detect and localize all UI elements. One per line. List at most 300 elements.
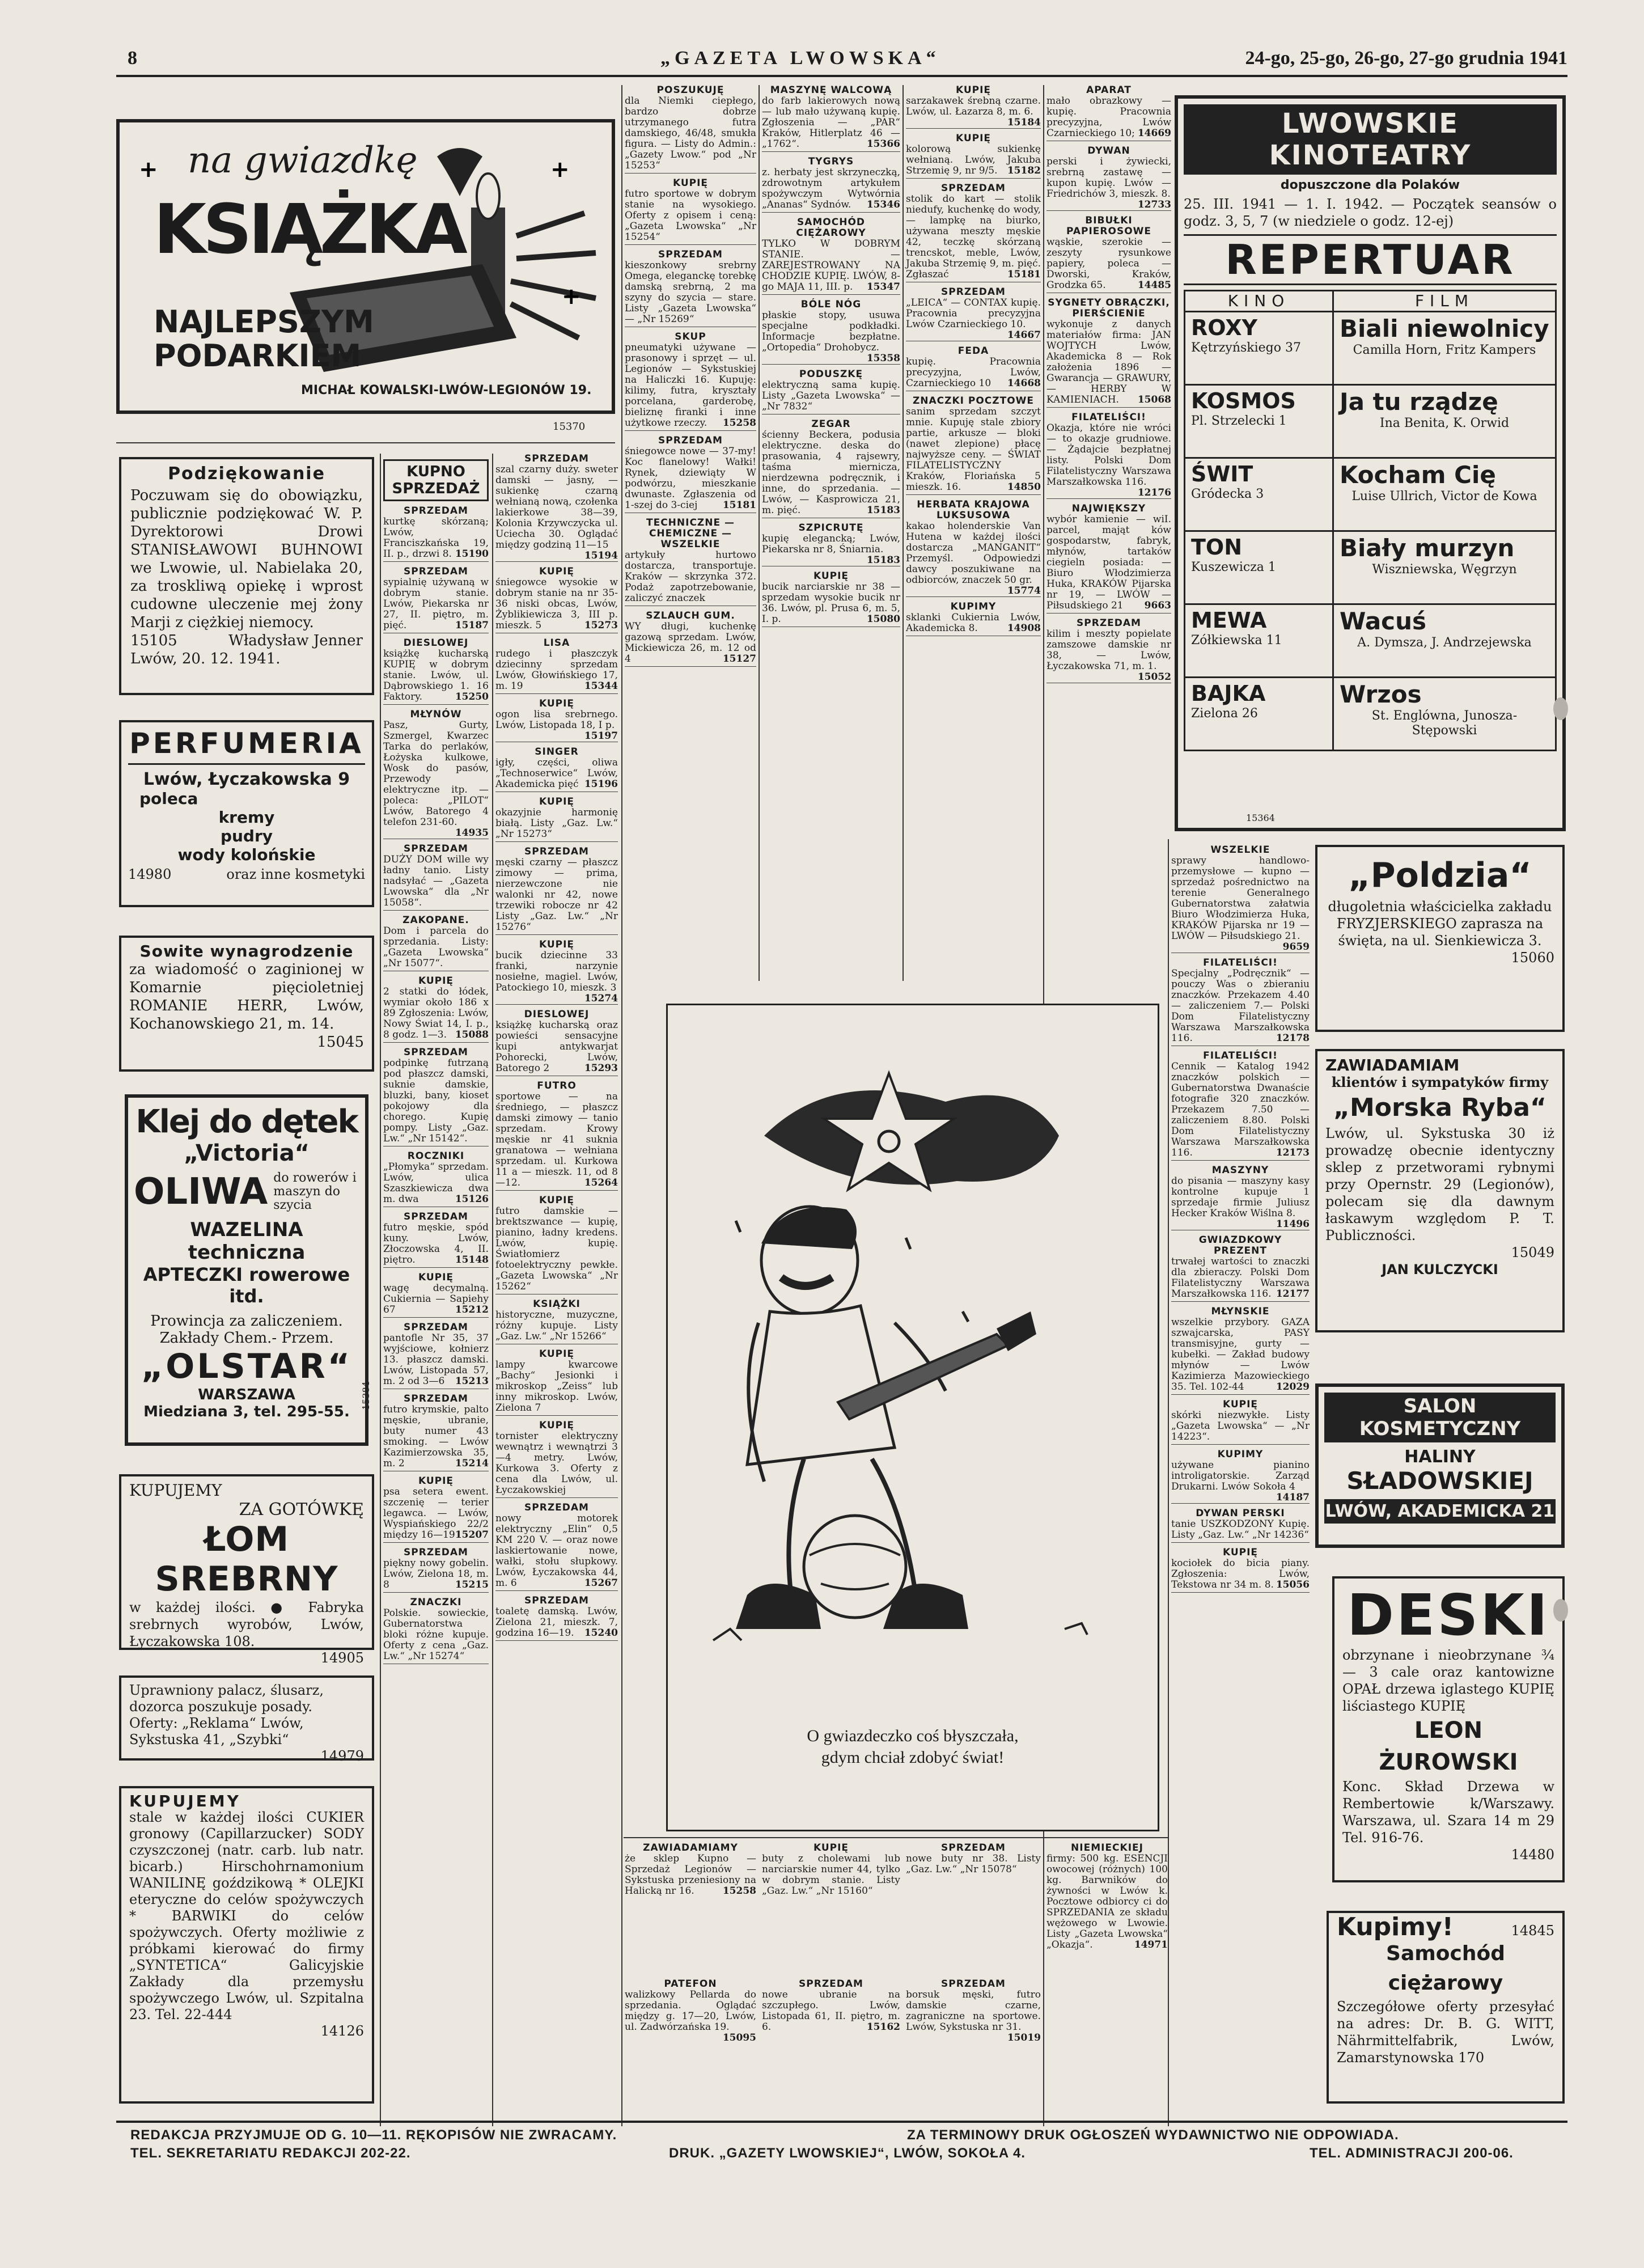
classified-head: KUPIĘ bbox=[813, 570, 849, 582]
classified-ad bbox=[383, 1476, 489, 1543]
classified-ad bbox=[762, 1843, 900, 1973]
ksiazka-title: KSIĄŻKA bbox=[154, 191, 464, 269]
classified-number: 15366 bbox=[866, 138, 900, 150]
column-rule bbox=[492, 454, 493, 2126]
podziekowanie-number: 15105 bbox=[130, 632, 177, 649]
kino-row bbox=[1185, 458, 1556, 531]
classified-head: HERBATA KRAJOWA LUKSUSOWA bbox=[917, 499, 1030, 521]
klej-oliwa: OLIWA bbox=[134, 1171, 268, 1213]
classified-head: ROCZNIKI bbox=[407, 1150, 465, 1162]
classified-body: ścienny Beckera, podusia elektryczne. deska do prasowania, 4 rajsewry, taśma miernicza, nierdzewna podręcznik, i inne, do sprzedania. — Lwów, — Kasprowicza 21, m. pięć. bbox=[762, 429, 900, 516]
sowite-ad bbox=[119, 936, 374, 1072]
classified-body: Polskie. sowieckie, Gubernatorstwa bloki różne kupuje. Oferty z cena „Gaz. Lw.“ „Nr 15274“ bbox=[383, 1607, 489, 1662]
classified-ad bbox=[383, 506, 489, 562]
kino-row bbox=[1185, 531, 1556, 604]
classified-number: 15344 bbox=[584, 680, 618, 692]
classified-head: SKUP bbox=[675, 331, 706, 342]
classified-number: 15212 bbox=[455, 1304, 489, 1315]
classified-head: LISA bbox=[543, 637, 570, 649]
classified-head: NIEMIECKIEJ bbox=[1071, 1842, 1143, 1854]
footer-center-2: DRUK. „GAZETY LWOWSKIEJ“, LWÓW, SOKOŁA 4. bbox=[669, 2146, 1026, 2161]
classified-ad bbox=[383, 915, 489, 971]
classified-body: kupię elegancką; Lwów, Piekarska nr 8, Śniarnia. bbox=[762, 533, 900, 555]
classified-body: nowy motorek elektryczny „Elin“ 0,5 KM 220 V. — oraz nowe laskiertowanie nowe, wałki, stołu słupkowy. Lwów, Łyczakowska 44, m. 6 bbox=[495, 1513, 618, 1589]
classified-body: futro damskie — brektszwance — kupię, pianino, ładny kredens. Lwów, kupię. Światłomierz fotoelektryczny pewkłe. „Gazeta Lwowska“ „Nr 15262“ bbox=[495, 1205, 618, 1292]
classified-head: APARAT bbox=[1086, 84, 1132, 96]
classified-ad bbox=[906, 1843, 1041, 1973]
klej-wazelina: WAZELINA techniczna bbox=[188, 1218, 306, 1264]
klej-oliwa-desc: do rowerów i maszyn do szycia bbox=[273, 1171, 357, 1212]
classified-number: 9659 bbox=[1282, 941, 1310, 953]
kupujemy-head: KUPUJEMY bbox=[129, 1792, 241, 1810]
classified-head: KUPIĘ bbox=[539, 939, 575, 950]
header-rule bbox=[116, 75, 1567, 77]
classified-number: 14187 bbox=[1276, 1492, 1310, 1503]
classified-body: kolorową sukienkę wełnianą. Lwów, Jakuba Strzemię 9, nr 9/5. bbox=[906, 143, 1041, 176]
classified-head: KUPIĘ bbox=[539, 1195, 575, 1206]
classified-head: FILATELIŚCI! bbox=[1203, 957, 1278, 968]
classified-number: 15126 bbox=[455, 1194, 489, 1205]
classified-number: 12733 bbox=[1137, 199, 1171, 210]
classified-body: Okazja, które nie wróci — to okazje grudniowe. — Żądajcie bezpłatnej listy. Polski Dom Filatelistyczny Warszawa Marszałkowska 116. bbox=[1046, 422, 1171, 488]
classified-ad bbox=[383, 566, 489, 633]
kino-address: Pl. Strzelecki 1 bbox=[1191, 414, 1287, 428]
morska-body: Lwów, ul. Sykstuska 30 iż prowadzę obecnie identyczny sklep z przetworami rybnymi przy Opernstr. 29 (Legionów), polecam się dla dawnym łaskawym względom P. T. Publiczności. bbox=[1325, 1125, 1554, 1243]
classified-number: 15213 bbox=[455, 1376, 489, 1387]
classified-head: SPRZEDAM bbox=[404, 1211, 468, 1222]
klej-line-2: „Victoria“ bbox=[184, 1140, 310, 1166]
classified-head: PODUSZKĘ bbox=[799, 369, 863, 380]
column-6 bbox=[906, 85, 1041, 981]
column-rule bbox=[380, 454, 381, 2126]
classified-ad bbox=[383, 1212, 489, 1268]
classified-body: kurtkę skórzaną; Lwów, Franciszkańska 19, II. p., drzwi 8. bbox=[383, 516, 489, 560]
classified-body: igły, części, oliwa „Technoserwice“ Lwów, Akademicka pięć bbox=[495, 757, 618, 790]
column-rule bbox=[902, 85, 904, 981]
classified-body: Pasz, Gurty, Szmergel, Kwarzec Tarka do perlaków, Łożyska kulkowe, Wosk do pasów, Przewody elektryczne itp. — poleca: „PILOT“ Lwów, Batorego 4 telefon 231-60. bbox=[383, 720, 489, 828]
classified-head: ZNACZKI bbox=[410, 1597, 462, 1608]
klej-prowincja: Prowincja za zaliczeniem. bbox=[150, 1313, 343, 1330]
classified-ad bbox=[1171, 1165, 1310, 1230]
classified-number: 15184 bbox=[1007, 117, 1041, 128]
perfumeria-poleca: poleca bbox=[139, 789, 198, 808]
classified-ad bbox=[762, 523, 900, 566]
classified-number: 15162 bbox=[866, 2021, 900, 2033]
classified-number: 14935 bbox=[455, 827, 489, 839]
classified-number: 15214 bbox=[455, 1458, 489, 1469]
classified-number: 12176 bbox=[1137, 487, 1171, 498]
poldzia-ad bbox=[1315, 845, 1565, 1032]
classified-ad bbox=[906, 396, 1041, 495]
kino-film: Biały murzyn bbox=[1340, 534, 1515, 562]
classified-ad bbox=[1046, 298, 1171, 408]
classified-head: SZPICRUTĘ bbox=[798, 522, 864, 534]
classified-ad bbox=[383, 1322, 489, 1389]
classified-head: KUPIĘ bbox=[539, 698, 575, 709]
classified-ad bbox=[495, 454, 618, 562]
classified-body: futro sportowe w dobrym stanie na wysokiego. Oferty z opisem i ceną: „Gazeta Lwowska“ „Nr 15254“ bbox=[625, 188, 756, 243]
classified-head: SYGNETY OBRĄCZKI, PIERŚCIENIE bbox=[1048, 297, 1170, 319]
kino-address: Zółkiewska 11 bbox=[1191, 633, 1282, 648]
classified-number: 12029 bbox=[1276, 1381, 1310, 1393]
classified-number: 14971 bbox=[1134, 1939, 1168, 1950]
classified-head: KSIĄŻKI bbox=[533, 1298, 581, 1310]
classified-body: kieszonkowy srebrny Omega, eleganckę torebkę damską srebrną, 2 ma szyny do szycia — stare. Listy „Gazeta Lwowska“ — „Nr 15269“ bbox=[625, 260, 756, 325]
kino-row bbox=[1185, 678, 1556, 751]
classified-body: futro męskie, spód kuny. Lwów, Złoczowska 4, II. piętro. bbox=[383, 1222, 489, 1266]
classified-ad bbox=[1171, 1235, 1310, 1302]
classified-head: SPRZEDAM bbox=[524, 1595, 589, 1606]
classified-ad bbox=[625, 332, 756, 431]
classified-ad bbox=[1171, 1306, 1310, 1395]
classified-ad bbox=[1046, 1843, 1168, 1973]
classified-body: „Płomyka“ sprzedam. Lwów, ulica Szaszkiewicza dwa m. dwa bbox=[383, 1161, 489, 1205]
classified-head: SPRZEDAM bbox=[1077, 617, 1141, 629]
lom-body: w każdej ilości. ● Fabryka srebrnych wyrobów, Lwów, Łyczakowska 108. bbox=[129, 1600, 364, 1649]
kino-address: Gródecka 3 bbox=[1191, 487, 1264, 501]
footer-left-2: TEL. SEKRETARIATU REDAKCJI 202-22. bbox=[130, 2146, 411, 2161]
classified-number: 15127 bbox=[722, 653, 756, 665]
classified-head: MASZYNY bbox=[1211, 1165, 1269, 1176]
classified-head: KUPIĘ bbox=[955, 133, 992, 144]
classified-body: sklanki Cukiernia Lwów, Akademicka 8. bbox=[906, 612, 1041, 634]
classified-body: rudego i płaszczyk dziecinny sprzedam Lwów, Głowińskiego 17, m. 19 bbox=[495, 648, 618, 692]
classified-head: SAMOCHÓD CIĘŻAROWY bbox=[796, 217, 866, 239]
classified-ad bbox=[762, 419, 900, 518]
classified-head: KUPIĘ bbox=[813, 1842, 849, 1854]
classified-head: GWIAZDKOWY PREZENT bbox=[1198, 1234, 1282, 1256]
classified-ad bbox=[906, 287, 1041, 341]
classified-body: pantofle Nr 35, 37 wyjściowe, kołnierz 13. płaszcz damski. Lwów, Listopada 57, m. 2 od 3—6 bbox=[383, 1332, 489, 1387]
classified-body: książkę kucharską KUPIĘ w dobrym stanie. Lwów, ul. Dąbrowskiego 1. 16 Faktory. bbox=[383, 648, 489, 703]
kino-name: MEWA bbox=[1191, 608, 1267, 633]
kino-row bbox=[1185, 604, 1556, 678]
classified-head: SPRZEDAM bbox=[404, 566, 468, 577]
classified-head: MASZYNĘ WALCOWĄ bbox=[770, 84, 892, 96]
classified-ad bbox=[1171, 1449, 1310, 1504]
classified-number: 15347 bbox=[866, 281, 900, 293]
kino-cast: Wiszniewska, Węgrzyn bbox=[1372, 562, 1517, 577]
classified-number: 15056 bbox=[1276, 1579, 1310, 1590]
classified-number: 15358 bbox=[866, 353, 900, 364]
classified-number: 15196 bbox=[584, 778, 618, 790]
classified-body: futro krymskie, palto męskie, ubranie, buty numer 43 smoking. — Lwów Kazimierzowska 35, m. 2 bbox=[383, 1404, 489, 1469]
classified-head: FEDA bbox=[957, 345, 989, 357]
classified-ad bbox=[1171, 1547, 1310, 1593]
classified-number: 12177 bbox=[1276, 1288, 1310, 1300]
classified-ad bbox=[383, 1547, 489, 1593]
deski-number: 14480 bbox=[1511, 1847, 1554, 1863]
classified-head: BÓLE NÓG bbox=[800, 299, 862, 310]
classified-number: 15207 bbox=[455, 1529, 489, 1541]
classified-ad bbox=[762, 571, 900, 627]
classified-body: śniegowce wysokie w dobrym stanie na nr 35-36 niski obcas, Lwów, Żyblikiewicza 3, III p. mieszk. 5 bbox=[495, 577, 618, 631]
kupujemy-body: stale w każdej ilości CUKIER gronowy (Capillarzucker) SODY czyszczonej (natr. carb. lub natr. bicarb.) Hirschohrnamonium WANILINĘ goździkową * OLEJKI eteryczne do celów spożywczych * BARWIKI do celów spożywczych. Oferty możliwie z próbkami kierować do firmy „SYNTETICA“ Galicyjskie Zakłady dla przemysłu spożywczego Lwów, ul. Szpitalna 23. Tel. 22-444 bbox=[129, 1809, 364, 2022]
klej-olstar-ad bbox=[125, 1094, 371, 1446]
uprawniony-number: 14979 bbox=[320, 1748, 364, 1764]
podziekowanie-date: Lwów, 20. 12. 1941. bbox=[130, 650, 281, 667]
poldzia-title: „Poldzia“ bbox=[1348, 856, 1532, 895]
classified-body: wąskie, szerokie — zeszyty rysunkowe papiery, poleca — Dworski, Kraków, Grodzka 65. bbox=[1046, 236, 1171, 291]
perfumeria-number: 14980 bbox=[128, 866, 172, 882]
kino-cast: Ina Benita, K. Orwid bbox=[1379, 416, 1510, 430]
classified-ad bbox=[383, 976, 489, 1043]
classified-body: kilim i meszty popielate zamszowe damskie nr 38, — Lwów, Łyczakowska 71, m. 1. bbox=[1046, 628, 1171, 672]
classified-body: do farb lakierowych nową — lub mało używaną kupię. Zgłoszenia — „PAR“ Kraków, Hitlerplatz 46 — „1762“. bbox=[762, 95, 900, 150]
classified-body: dla Niemki ciepłego, bardzo dobrze utrzymanego futra damskiego, 46/48, smukła figura. — Listy do Admin.: „Gazety Lwow.“ pod „Nr 15253“ bbox=[625, 95, 756, 171]
classified-body: piękny nowy gobelin. Lwów, Zielona 18, m. 8 bbox=[383, 1558, 489, 1590]
classified-ad bbox=[495, 1081, 618, 1191]
classified-body: z. herbaty jest skrzyneczką, zdrowotnym artykułem spożywczym Wytwórnia „Ananas“ Sydnów. bbox=[762, 167, 900, 210]
classified-body: walizkowy Pellarda do sprzedania. Oglądać między g. 17—20, Lwów, ul. Zadwórzańska 19. bbox=[625, 1989, 756, 2033]
classified-head: SPRZEDAM bbox=[404, 1322, 468, 1333]
svg-text:+: + bbox=[139, 156, 158, 183]
poldzia-number: 15060 bbox=[1511, 950, 1554, 966]
classified-head: KUPIMY bbox=[1217, 1449, 1264, 1460]
kino-film: Biali niewolnicy bbox=[1340, 315, 1549, 342]
classified-number: 15258 bbox=[722, 417, 756, 429]
classified-ad bbox=[495, 1349, 618, 1416]
kupimy-number: 14845 bbox=[1511, 1923, 1554, 1939]
kupujemy-cukier-ad bbox=[119, 1786, 374, 2104]
classified-body: używane pianino introligatorskie. Zarząd Drukarni. Lwów Sokoła 4 bbox=[1171, 1459, 1310, 1492]
kino-name: TON bbox=[1191, 535, 1243, 560]
classified-head: ZAWIADAMIAMY bbox=[643, 1842, 738, 1854]
classified-body: kakao holenderskie Van Hutena w każdej ilości dostarcza „MANGANIT“ Przemyśl. Odpowiedzi dawcy poszukiwane na odbiorców, znaczek 50 gr. bbox=[906, 521, 1041, 586]
classified-body: ogon lisa srebrnego. Lwów, Listopada 18, I p. bbox=[495, 709, 618, 731]
classified-head: TECHNICZNE — CHEMICZNE — WSZELKIE bbox=[646, 517, 735, 550]
classified-ad bbox=[383, 1597, 489, 1664]
classified-body: wykonuje z danych materiałów firma: JAN WOJTYCH Lwów, Akademicka 8 — Rok założenia 1896 — Gwarancja — GRAWURY, — HERBY W KAMIENIACH. bbox=[1046, 319, 1171, 405]
classified-body: trwałej wartości to znaczki dla zbieraczy. Polski Dom Filatelistyczny Warszawa Marszałkowska 116. bbox=[1171, 1256, 1310, 1300]
classified-ad bbox=[762, 217, 900, 295]
classified-ad bbox=[762, 299, 900, 365]
kino-cast: Luise Ullrich, Victor de Kowa bbox=[1351, 489, 1537, 503]
classified-ad bbox=[495, 940, 618, 1005]
perfumeria-address: Lwów, Łyczakowska 9 bbox=[143, 769, 350, 789]
cartoon-caption-1: O gwiazdeczko coś błyszczała, bbox=[807, 1727, 1019, 1745]
kinoteatry-ad bbox=[1175, 95, 1566, 831]
classified-number: 15258 bbox=[722, 1885, 756, 1897]
classified-body: WY długi, kuchenkę gazową sprzedam. Lwów, Mickiewicza 26, m. 12 od 4 bbox=[625, 621, 756, 665]
classified-ad bbox=[495, 638, 618, 694]
perfumeria-title: PERFUMERIA bbox=[128, 727, 365, 765]
stalin-cartoon-illustration bbox=[668, 1005, 1158, 1686]
classified-ad bbox=[383, 1047, 489, 1146]
classified-body: stolik do kart — stolik niedufy, kuchenkę do wody, — lampkę na biurko, używana meszty męskie 42, teczkę skórzaną trencskot, meble, Lwów, Jakuba Strzemię 9, m. pięć. Zgłaszać bbox=[906, 193, 1041, 280]
classified-number: 15194 bbox=[584, 550, 618, 561]
classified-head: BIBUŁKI PAPIEROSOWE bbox=[1066, 215, 1152, 237]
kupimy-sub: Samochód ciężarowy bbox=[1386, 1942, 1505, 1995]
classified-body: firmy: 500 kg. ESENCJI owocowej (różnych) 100 kg. Barwników do żywności w Lwów k. Pocztowe odbiorcy ci do SPRZEDANIA ze składu wężowego w Lwowie. Listy „Gazeta Lwowska“ „Okazja“. bbox=[1046, 1853, 1168, 1950]
page-header bbox=[116, 46, 1567, 73]
classified-ad bbox=[1046, 85, 1171, 141]
ksiazka-script: na gwiazdkę bbox=[188, 139, 418, 181]
kupimy-samochod-ad bbox=[1327, 1911, 1565, 2104]
classified-head: SPRZEDAM bbox=[941, 183, 1006, 194]
classified-body: sportowe — na średniego, — płaszcz damski zimowy — tanio sprzedam. Krowy męskie nr 41 suknia granatowa — wełniana sprzedam. ul. Kurkowa 11 a — mieszk. 11, od 8—12. bbox=[495, 1091, 618, 1188]
classified-head: PATEFON bbox=[664, 1978, 717, 1990]
classified-ad bbox=[906, 183, 1041, 282]
deski-body: obrzynane i nieobrzynane ¾ — 3 cale oraz kantowizne OPAŁ drzewa iglastego KUPIĘ liściastego KUPIĘ bbox=[1342, 1647, 1554, 1714]
classified-number: 15240 bbox=[584, 1627, 618, 1639]
klej-olstar: „OLSTAR“ bbox=[141, 1347, 353, 1386]
classified-head: SPRZEDAM bbox=[524, 846, 589, 857]
column-8 bbox=[1171, 845, 1310, 2115]
classified-body: książkę kucharską oraz powieści sensacyjne kupi antykwarjat Pohorecki, Lwów, Batorego 2 bbox=[495, 1019, 618, 1074]
classified-head: SPRZEDAM bbox=[404, 1547, 468, 1558]
classified-ad bbox=[906, 500, 1041, 597]
classified-number: 15095 bbox=[722, 2032, 756, 2043]
column-7 bbox=[1046, 85, 1171, 839]
binder-hole bbox=[1553, 697, 1568, 720]
ksiazka-slogan-1: NAJLEPSZYM bbox=[154, 304, 374, 340]
sowite-body: za wiadomość o zaginionej w Komarnie pięcioletniej ROMANIE HERR, Lwów, Kochanowskiego 21, m. 14. bbox=[129, 961, 364, 1033]
kino-name: ŚWIT bbox=[1191, 462, 1253, 486]
kino-repertuar: REPERTUAR bbox=[1184, 234, 1557, 285]
classified-number: 15068 bbox=[1137, 394, 1171, 405]
morska-number: 15049 bbox=[1511, 1245, 1554, 1260]
classified-number: 15274 bbox=[584, 993, 618, 1004]
kino-sub: dopuszczone dla Polaków bbox=[1280, 178, 1460, 192]
classified-body: tanie USZKODZONY Kupię. Listy „Gaz. Lw.“ „Nr 14236“ bbox=[1171, 1518, 1310, 1541]
morska-line-2: klientów i sympatyków firmy bbox=[1331, 1074, 1549, 1090]
classified-ad bbox=[625, 85, 756, 174]
classified-body: śniegowce nowe — 37-my! Koc flanelowy! Wałki! Rynek, dziewiąty W podwórzu, mieszkanie dwunaste. Zgłaszenia od 1-szej do 3-ciej bbox=[625, 446, 756, 511]
classified-body: że sklep Kupno — Sprzedaż Legionów — Sykstuska przeniesiony na Halicką nr 16. bbox=[625, 1853, 756, 1897]
classified-body: DUŻY DOM wille wy ładny tanio. Listy nadsyłać — „Gazeta Lwowska“ dla „Nr 15058“. bbox=[383, 854, 489, 908]
classified-head: FILATELIŚCI! bbox=[1071, 412, 1146, 423]
perfumeria-item-3: wody kolońskie bbox=[177, 845, 316, 864]
classified-ad bbox=[625, 1843, 756, 1973]
classified-ad bbox=[1046, 215, 1171, 293]
classified-head: SPRZEDAM bbox=[524, 1502, 589, 1513]
classified-head: SPRZEDAM bbox=[799, 1978, 863, 1990]
kupujemy-number: 14126 bbox=[320, 2023, 364, 2039]
column-5 bbox=[762, 85, 900, 981]
kino-address: Kuszewicza 1 bbox=[1191, 560, 1276, 574]
classified-head: KUPIĘ bbox=[1222, 1547, 1259, 1558]
classified-number: 15346 bbox=[866, 199, 900, 210]
salon-line-1: SALON KOSMETYCZNY bbox=[1324, 1393, 1556, 1442]
classified-body: mało obrazkowy — kupię. Pracownia precyzyjna, Lwów Czarnieckiego 10; bbox=[1046, 95, 1171, 139]
classified-ad bbox=[495, 1503, 618, 1591]
lom-line-2: ZA GOTÓWKĘ bbox=[239, 1500, 364, 1520]
classified-head: KUPIĘ bbox=[418, 1272, 454, 1283]
classified-number: 15273 bbox=[584, 620, 618, 631]
klej-apteczki: APTECZKI rowerowe itd. bbox=[143, 1264, 350, 1307]
classified-number: 14668 bbox=[1007, 378, 1041, 389]
classified-ad bbox=[906, 602, 1041, 636]
kino-name: ROXY bbox=[1191, 315, 1258, 340]
rule bbox=[624, 1837, 1168, 1838]
classified-body: psa setera ewent. szczenię — terier legawca. — Lwów, Wyspiańskiego 22/2 między 16—19 bbox=[383, 1486, 489, 1541]
perfumeria-item-1: kremy bbox=[218, 808, 275, 827]
classified-number: 15080 bbox=[866, 613, 900, 625]
classified-number: 14669 bbox=[1137, 128, 1171, 139]
classified-head: ZAKOPANE. bbox=[402, 915, 469, 926]
kino-name: KOSMOS bbox=[1191, 388, 1296, 413]
ksiazka-ad bbox=[116, 119, 615, 414]
classified-head: SZLAUCH GUM. bbox=[646, 610, 735, 621]
classified-ad bbox=[383, 709, 489, 839]
classified-head: WSZELKIE bbox=[1210, 844, 1270, 856]
classified-ad bbox=[1171, 1399, 1310, 1445]
classified-head: KUPIĘ bbox=[418, 1475, 454, 1487]
classified-body: perski i żywiecki, srebrną zastawę — kupon kupię. Lwów — Friedrichów 3, mieszk. 8. bbox=[1046, 156, 1171, 200]
classified-ad bbox=[1171, 1508, 1310, 1543]
kupno-sprzedaz-heading: KUPNO SPRZEDAŻ bbox=[383, 459, 489, 501]
classified-body: pneumatyki używane — prasonowy i sprzęt — ul. Legionów — Sykstuskiej na Haliczki 16. Kupuję: kilimy, futra, kryształy porcelana, garderobę, bieliznę firanki i inne użytkowe rzeczy. bbox=[625, 342, 756, 429]
classified-number: 15181 bbox=[722, 500, 756, 511]
classified-head: KUPIĘ bbox=[539, 796, 575, 807]
classified-number: 15250 bbox=[455, 691, 489, 703]
classified-head: FILATELIŚCI! bbox=[1203, 1050, 1278, 1061]
cartoon-panel bbox=[666, 1004, 1159, 1831]
svg-text:+: + bbox=[550, 156, 570, 183]
klej-address: Miedziana 3, tel. 295-55. bbox=[143, 1403, 350, 1420]
classified-ad bbox=[495, 847, 618, 935]
classified-head: SPRZEDAM bbox=[524, 453, 589, 464]
classified-body: borsuk męski, futro damskie czarne, zagraniczne na sportowe. Lwów, Sykstuska nr 31. bbox=[906, 1989, 1041, 2033]
classified-ad bbox=[495, 1195, 618, 1294]
classified-ad bbox=[495, 1420, 618, 1498]
classified-body: Dom i parcela do sprzedania. Listy: „Gazeta Lwowska“ „Nr 15077“. bbox=[383, 925, 489, 969]
classified-number: 15148 bbox=[455, 1254, 489, 1266]
salon-line-2: HALINY bbox=[1404, 1447, 1476, 1467]
salon-line-3: SŁADOWSKIEJ bbox=[1346, 1467, 1533, 1495]
kino-row bbox=[1185, 385, 1556, 458]
kino-address: Zielona 26 bbox=[1191, 706, 1258, 721]
podziekowanie-signature: Władysław Jenner bbox=[228, 632, 363, 649]
classified-ad bbox=[1046, 412, 1171, 499]
classified-body: bucik dziecinne 33 franki, narzynie nosiełne, magiel. Lwów, Patockiego 10, mieszk. 3 bbox=[495, 950, 618, 993]
classified-number: 15267 bbox=[584, 1577, 618, 1589]
podziekowanie-head: Podziękowanie bbox=[168, 464, 325, 484]
classified-body: szal czarny duży. sweter damski — jasny, — sukienkę czarną wełnianą nową, czołenka lakierkowe 38—39, Kolonia Krzywczycka ul. Uciecha 30. Oglądać między godziną 11—15 bbox=[495, 464, 618, 551]
ksiazka-number: 15370 bbox=[553, 421, 586, 433]
classified-body: męski czarny — płaszcz zimowy — prima, nierzewczone nie walonki nr 42, nowe trzewiki robocze nr 42 Listy „Gaz. Lw.“ „Nr 15276“ bbox=[495, 857, 618, 933]
classified-number: 15183 bbox=[866, 505, 900, 516]
classified-head: SPRZEDAM bbox=[658, 249, 723, 260]
classified-body: wybór kamienie — wiI. parcel, mająt ków gospodarstw, fabryk, młynów, tartaków ciegieln posiada: — Biuro Włodzimierza Huka, KRAKÓW Pijarska nr 19, — LWÓW — Piłsudskiego 21 bbox=[1046, 514, 1171, 611]
classified-head: KUPIĘ bbox=[418, 975, 454, 987]
classified-number: 15052 bbox=[1137, 671, 1171, 683]
classified-head: KUPIĘ bbox=[539, 566, 575, 577]
lom-line-1: KUPUJEMY bbox=[129, 1481, 222, 1500]
classified-number: 11496 bbox=[1276, 1218, 1310, 1230]
classified-head: KUPIĘ bbox=[672, 177, 709, 189]
classified-ad bbox=[495, 566, 618, 633]
footer-right-1: ZA TERMINOWY DRUK OGŁOSZEŃ WYDAWNICTWO NIE ODPOWIADA. bbox=[907, 2127, 1399, 2143]
classified-ad bbox=[762, 1979, 900, 2109]
kino-address: Kętrzyńskiego 37 bbox=[1191, 341, 1301, 355]
classified-body: sarzakawek śrebną czarne. Lwów, ul. Łazarza 8, m. 6. bbox=[906, 95, 1041, 117]
classified-head: POSZUKUJĘ bbox=[656, 84, 724, 96]
classified-head: SPRZEDAM bbox=[404, 843, 468, 854]
issue-date: 24-go, 25-go, 26-go, 27-go grudnia 1941 bbox=[1245, 48, 1567, 69]
kino-dates: 25. III. 1941 — 1. I. 1942. — Początek seansów o godz. 3, 5, 7 (w niedziele o godz. 12-ej) bbox=[1184, 196, 1557, 229]
classified-body: okazyjnie harmonię białą. Listy „Gaz. Lw.“ „Nr 15273“ bbox=[495, 807, 618, 840]
classified-number: 15183 bbox=[866, 555, 900, 566]
classified-body: wagę decymalną. Cukiernia — Sapiehy 67 bbox=[383, 1283, 489, 1315]
perfumeria-ad bbox=[119, 720, 374, 907]
classified-head: SPRZEDAM bbox=[941, 286, 1006, 298]
perfumeria-item-2: pudry bbox=[220, 827, 273, 845]
deski-body-2: Konc. Skład Drzewa w Rembertowie k/Warszawy. Warszawa, ul. Szara 14 m 29 Tel. 916-76. bbox=[1342, 1779, 1554, 1846]
morska-signature: JAN KULCZYCKI bbox=[1382, 1262, 1498, 1277]
classified-number: 14850 bbox=[1007, 481, 1041, 493]
